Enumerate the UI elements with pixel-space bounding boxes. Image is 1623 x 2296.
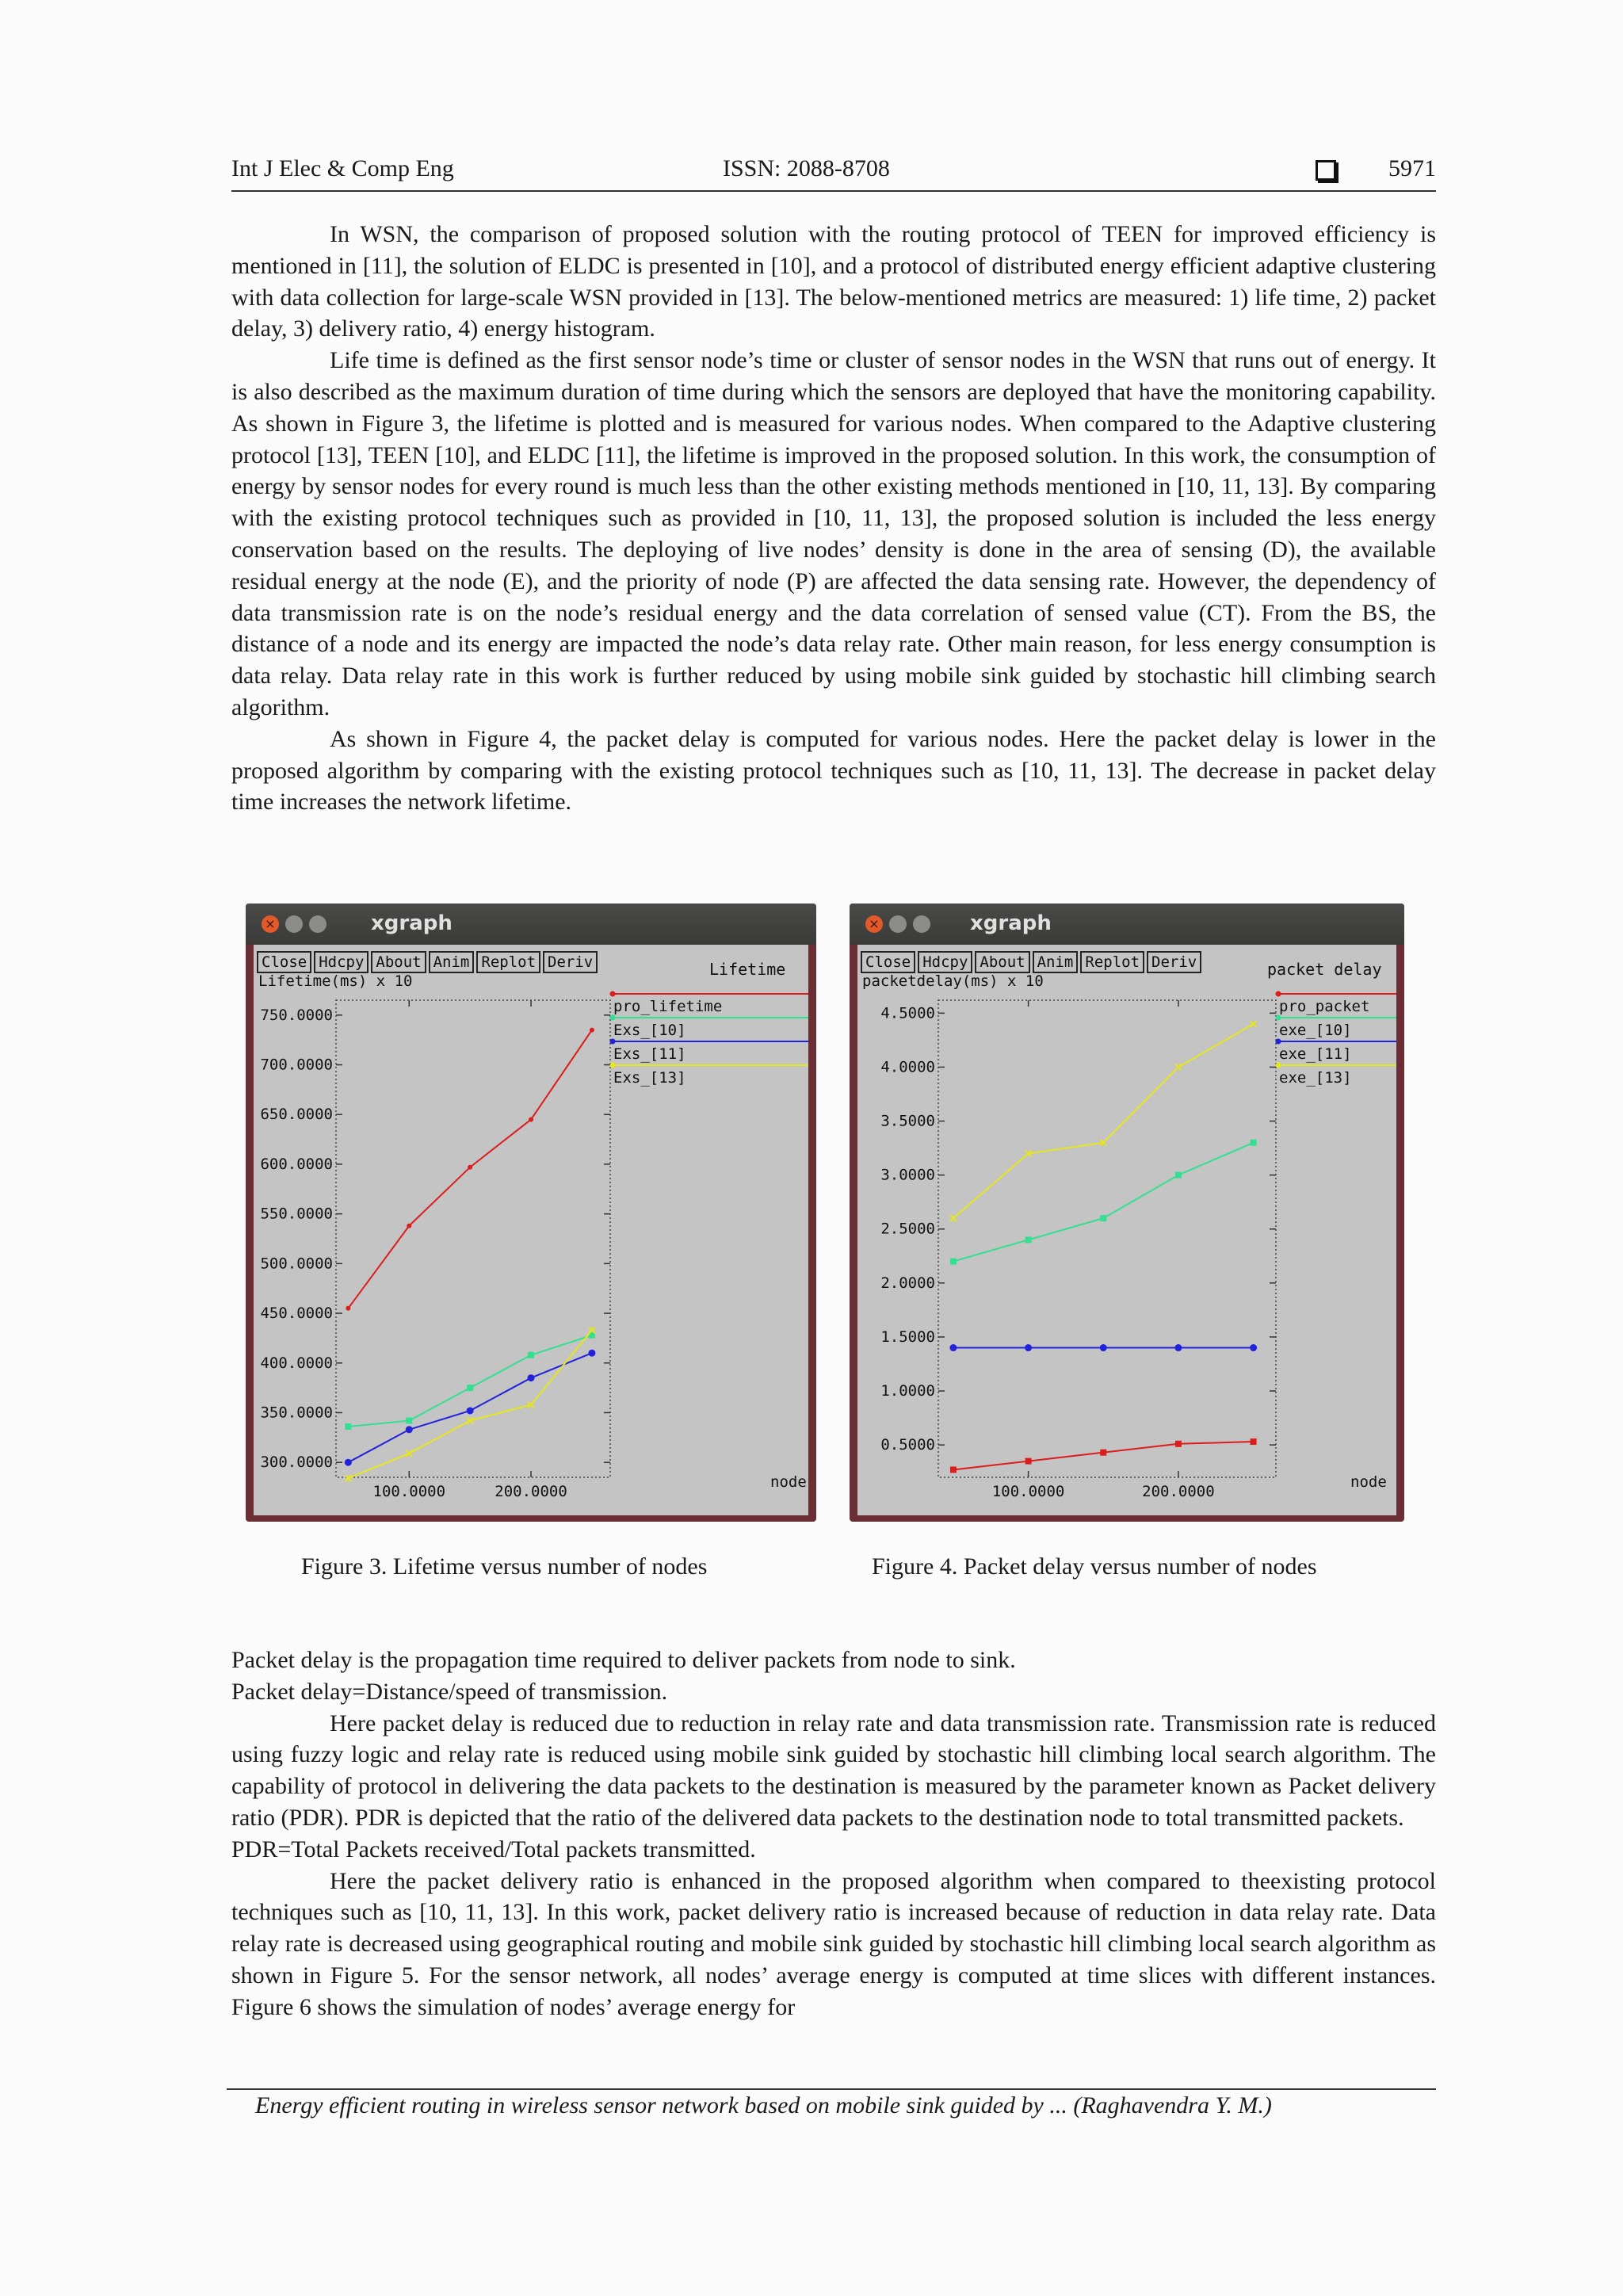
paragraph: Here packet delay is reduced due to reduction in relay rate and data transmission rate. Transmission rate is reduced using fuzzy logic and relay rate is reduced using mobile sink guided by stochastic hill climbing local search algorithm. The capability of protocol in delivering the data packets to the destination is measured by the parameter known as Packet delivery ratio (PDR). PDR is depicted that the ratio of the delivered data packets to the destination node to total transmitted packets. xyxy=(231,1710,1436,1831)
figure-3-caption: Figure 3. Lifetime versus number of nodes xyxy=(301,1553,708,1580)
y-tick-label: 1.5000 xyxy=(880,1328,935,1346)
x-tick-label: 200.0000 xyxy=(495,1483,567,1500)
data-point xyxy=(345,1459,352,1466)
y-tick-label: 2.5000 xyxy=(880,1220,935,1238)
checkbox-icon xyxy=(1316,160,1336,181)
y-tick-label: 2.0000 xyxy=(880,1274,935,1292)
data-point xyxy=(1174,1344,1182,1351)
legend-marker xyxy=(1276,991,1281,997)
data-point xyxy=(1025,1236,1032,1243)
x-tick-label: 200.0000 xyxy=(1142,1483,1215,1500)
close-button[interactable]: Close xyxy=(257,951,311,973)
legend-marker xyxy=(1276,1015,1281,1021)
window-title: xgraph xyxy=(970,911,1052,935)
figure-3-xgraph-window xyxy=(246,904,816,1522)
data-point xyxy=(467,1385,473,1391)
anim-button[interactable]: Anim xyxy=(429,951,475,973)
data-point xyxy=(1175,1064,1182,1070)
y-tick-label: 750.0000 xyxy=(260,1006,333,1024)
legend-marker xyxy=(1276,1039,1281,1045)
paragraph: As shown in Figure 4, the packet delay is computed for various nodes. Here the packet delay is lower in the proposed algorithm by comparing with the existing protocol techniques such as [10, 11, 13]. The decrease in packet delay time increases the network lifetime. xyxy=(231,725,1436,816)
legend-label: Exs_[10] xyxy=(613,1022,686,1039)
paragraph: Life time is defined as the first sensor node’s time or cluster of sensor nodes in the WSN that runs out of energy. It is also described as the maximum duration of time during which the sensors are deployed that have the monitoring capability. As shown in Figure 3, the lifetime is plotted and is measured for various nodes. When compared to the Adaptive clustering protocol [13], TEEN [10], and ELDC [11], the lifetime is improved in the proposed solution. In this work, the consumption of energy by sensor nodes for every round is much less than the other existing methods mentioned in [10, 11, 13]. By comparing with the existing protocol techniques such as provided in [10, 11, 13], the proposed solution is included the less energy conservation based on the results. The deploying of live nodes’ density is done in the area of sensing (D), the available residual energy at the node (E), and the priority of node (P) are affected the data sensing rate. However, the dependency of data transmission rate is on the node’s residual energy and the data correlation of sensed value (CT). From the BS, the distance of a node and its energy are impacted the node’s data relay rate. Other main reason, for less energy consumption is data relay. Data relay rate in this work is further reduced by using mobile sink guided by stochastic hill climbing search algorithm. xyxy=(231,347,1436,720)
window-title: xgraph xyxy=(371,911,453,935)
running-footer: Energy efficient routing in wireless sensor network based on mobile sink guided by ... (Raghavendra Y. M.) xyxy=(255,2092,1272,2118)
paragraph: PDR=Total Packets received/Total packets transmitted. xyxy=(231,1836,756,1862)
paragraph: Packet delay=Distance/speed of transmission. xyxy=(231,1678,668,1705)
y-tick-label: 600.0000 xyxy=(260,1155,333,1173)
data-point xyxy=(529,1117,533,1122)
data-point xyxy=(406,1426,413,1433)
plot-frame xyxy=(336,1000,610,1477)
data-point xyxy=(1251,1140,1257,1146)
window-titlebar xyxy=(850,904,1404,945)
y-tick-label: 3.5000 xyxy=(880,1112,935,1130)
x-axis-label: node xyxy=(1350,1473,1387,1491)
plot-frame xyxy=(938,1000,1276,1477)
y-tick-label: 700.0000 xyxy=(260,1056,333,1074)
body-text-bottom xyxy=(231,1645,1436,2023)
data-point xyxy=(345,1423,351,1430)
legend-marker xyxy=(1276,1063,1281,1068)
data-point xyxy=(467,1407,474,1414)
paragraph: Packet delay is the propagation time required to deliver packets from node to sink. xyxy=(231,1647,1016,1673)
data-point xyxy=(950,1466,957,1473)
paragraph: Here the packet delivery ratio is enhanced in the proposed algorithm when compared to theexisting protocol techniques such as [10, 11, 13]. In this work, packet delivery ratio is increased because of reduction in data relay rate. Data relay rate is decreased using geographical routing and mobile sink guided by stochastic hill climbing local search algorithm as shown in Figure 5. For the sensor network, all nodes’ average energy is computed at time slices with different instances. Figure 6 shows the simulation of nodes’ average energy for xyxy=(231,1867,1436,2020)
y-tick-label: 450.0000 xyxy=(260,1305,333,1323)
legend-label: exe_[11] xyxy=(1279,1045,1352,1063)
y-axis-label: Lifetime(ms) x 10 xyxy=(258,972,413,990)
data-point xyxy=(1100,1450,1106,1456)
data-point xyxy=(1100,1344,1107,1351)
legend-marker xyxy=(610,1063,616,1068)
data-point xyxy=(345,1475,351,1481)
maximize-icon[interactable] xyxy=(309,915,327,933)
data-point xyxy=(950,1215,957,1221)
legend-label: exe_[10] xyxy=(1279,1022,1352,1039)
anim-button[interactable]: Anim xyxy=(1033,951,1079,973)
y-tick-label: 400.0000 xyxy=(260,1354,333,1372)
data-point xyxy=(1100,1215,1106,1221)
lifetime-chart xyxy=(254,945,808,1515)
data-point xyxy=(588,1350,595,1357)
legend-marker xyxy=(610,1039,616,1045)
y-axis-label: packetdelay(ms) x 10 xyxy=(862,972,1044,990)
data-point xyxy=(590,1028,594,1033)
y-tick-label: 4.5000 xyxy=(880,1004,935,1022)
footer-rule xyxy=(227,2088,1436,2090)
y-tick-label: 1.0000 xyxy=(880,1382,935,1400)
y-tick-label: 300.0000 xyxy=(260,1454,333,1472)
running-header xyxy=(231,155,1436,192)
close-button[interactable]: Close xyxy=(861,951,915,973)
y-tick-label: 550.0000 xyxy=(260,1205,333,1223)
packet-delay-chart xyxy=(857,945,1396,1515)
deriv-button[interactable]: Deriv xyxy=(1147,951,1201,973)
issn: ISSN: 2088-8708 xyxy=(723,155,890,181)
figure-4-caption: Figure 4. Packet delay versus number of nodes xyxy=(872,1553,1317,1580)
x-tick-label: 100.0000 xyxy=(372,1483,446,1500)
close-icon[interactable]: × xyxy=(262,915,279,933)
chart-title: packet delay xyxy=(1267,960,1382,979)
hdcpy-button[interactable]: Hdcpy xyxy=(918,951,972,973)
data-point xyxy=(407,1224,411,1228)
series-line-3 xyxy=(348,1330,592,1478)
maximize-icon[interactable] xyxy=(913,915,930,933)
series-line-0 xyxy=(953,1442,1254,1469)
data-point xyxy=(1175,1172,1182,1179)
replot-button[interactable]: Replot xyxy=(1080,951,1144,973)
data-point xyxy=(1025,1344,1032,1351)
minimize-icon[interactable] xyxy=(285,915,303,933)
paragraph: In WSN, the comparison of proposed solution with the routing protocol of TEEN for improved efficiency is mentioned in [11], the solution of ELDC is presented in [10], and a protocol of distributed energy efficient adaptive clustering with data collection for large-scale WSN provided in [13]. The below-mentioned metrics are measured: 1) life time, 2) packet delay, 3) delivery ratio, 4) energy histogram. xyxy=(231,221,1436,342)
data-point xyxy=(528,1352,534,1358)
replot-button[interactable]: Replot xyxy=(476,951,540,973)
data-point xyxy=(949,1344,957,1351)
close-icon[interactable]: × xyxy=(865,915,883,933)
y-tick-label: 0.5000 xyxy=(880,1436,935,1454)
legend-marker xyxy=(610,991,616,997)
y-tick-label: 3.0000 xyxy=(880,1166,935,1184)
legend-label: exe_[13] xyxy=(1279,1069,1352,1087)
data-point xyxy=(406,1418,412,1424)
window-titlebar xyxy=(246,904,816,945)
data-point xyxy=(1250,1344,1257,1351)
legend-label: Exs_[11] xyxy=(613,1045,686,1063)
y-tick-label: 350.0000 xyxy=(260,1404,333,1422)
legend-marker xyxy=(610,1015,616,1021)
legend-label: Exs_[13] xyxy=(613,1069,686,1087)
journal-name: Int J Elec & Comp Eng xyxy=(231,155,454,181)
data-point xyxy=(468,1165,472,1170)
series-line-3 xyxy=(953,1024,1254,1218)
y-tick-label: 4.0000 xyxy=(880,1058,935,1076)
chart-title: Lifetime xyxy=(709,960,786,979)
legend-label: pro_packet xyxy=(1279,998,1370,1015)
page-number: 5971 xyxy=(1388,155,1436,181)
y-tick-label: 650.0000 xyxy=(260,1106,333,1124)
data-point xyxy=(1025,1458,1032,1465)
minimize-icon[interactable] xyxy=(889,915,907,933)
data-point xyxy=(950,1259,957,1265)
data-point xyxy=(1251,1438,1257,1445)
series-line-1 xyxy=(953,1143,1254,1262)
figure-4-xgraph-window xyxy=(850,904,1404,1522)
data-point xyxy=(528,1374,535,1381)
x-tick-label: 100.0000 xyxy=(991,1483,1065,1500)
y-tick-label: 500.0000 xyxy=(260,1255,333,1273)
data-point xyxy=(406,1450,412,1457)
about-button[interactable]: About xyxy=(371,951,426,973)
deriv-button[interactable]: Deriv xyxy=(543,951,598,973)
about-button[interactable]: About xyxy=(975,951,1029,973)
hdcpy-button[interactable]: Hdcpy xyxy=(314,951,369,973)
legend-label: pro_lifetime xyxy=(613,998,723,1015)
plot-canvas xyxy=(254,945,808,1515)
x-axis-label: node xyxy=(770,1473,807,1491)
data-point xyxy=(346,1306,350,1311)
plot-canvas xyxy=(857,945,1396,1515)
data-point xyxy=(1175,1441,1182,1447)
data-point xyxy=(1251,1021,1257,1027)
body-text-top xyxy=(231,219,1436,818)
